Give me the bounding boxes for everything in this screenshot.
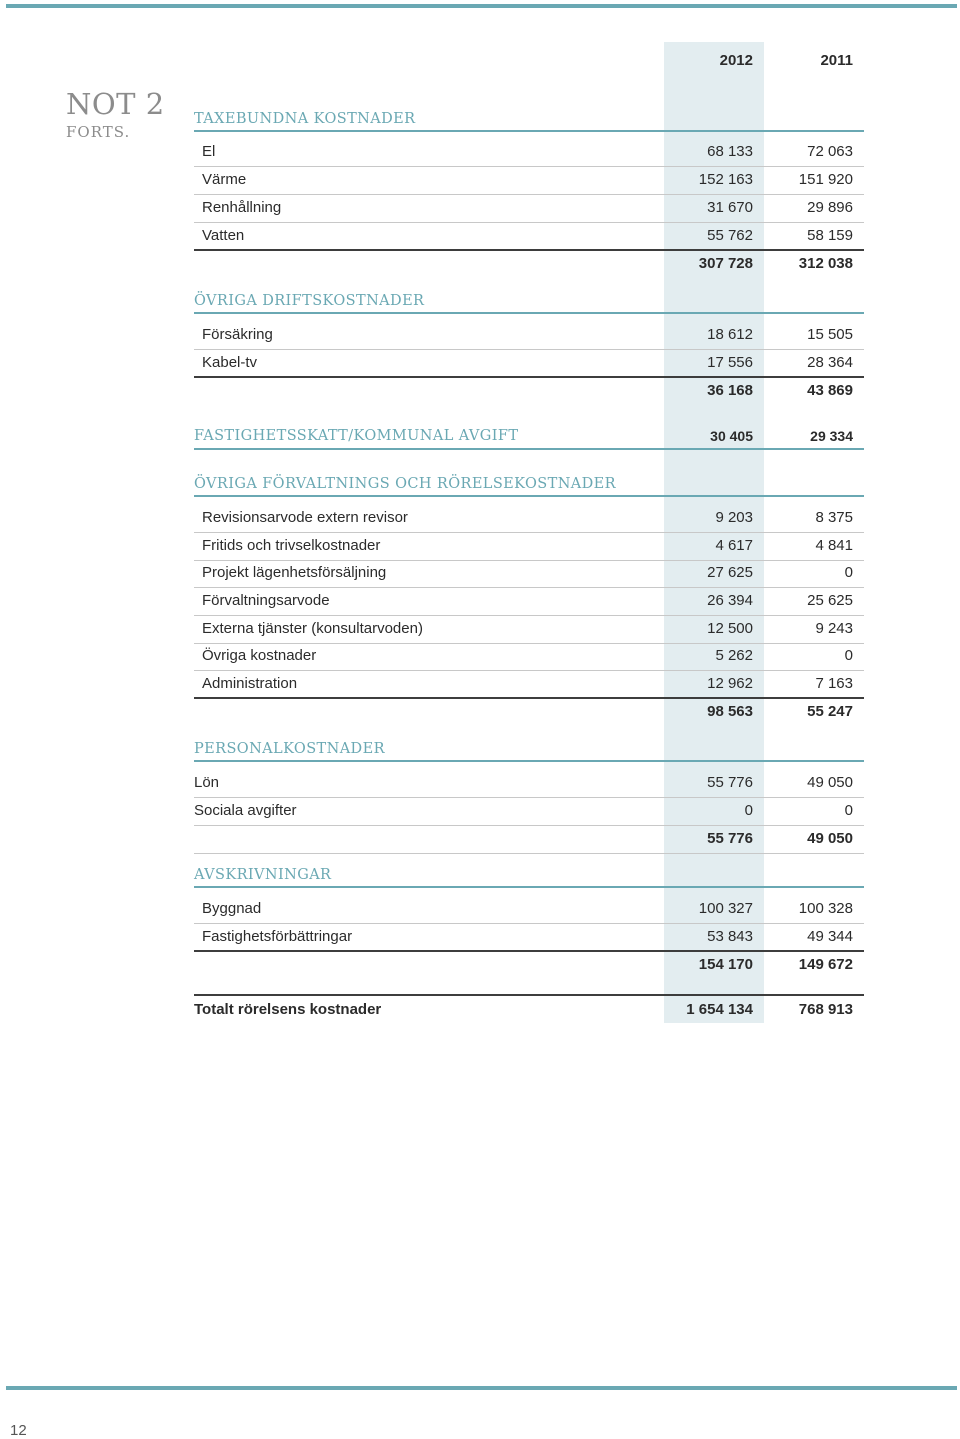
section-rule <box>194 495 864 497</box>
table-row <box>194 798 864 826</box>
value-2011: 9 243 <box>815 620 853 637</box>
row-label: Administration <box>202 675 298 692</box>
value-2011: 151 920 <box>798 171 853 188</box>
value-2012: 5 262 <box>715 647 753 664</box>
table-row <box>194 896 864 924</box>
subtotal-row <box>194 952 864 980</box>
row-label: Försäkring <box>202 326 273 343</box>
table-row <box>194 616 864 644</box>
section-rule <box>194 312 864 314</box>
row-label: Sociala avgifter <box>194 802 297 819</box>
total-2011: 768 913 <box>798 1001 853 1018</box>
row-label: Renhållning <box>202 199 282 216</box>
value-2012: 26 394 <box>707 592 753 609</box>
value-2012: 12 962 <box>707 675 753 692</box>
value-2012: 55 776 <box>707 774 753 791</box>
value-2012: 18 612 <box>707 326 753 343</box>
table-row <box>194 322 864 350</box>
row-label: Projekt lägenhetsförsäljning <box>202 564 387 581</box>
bottom-rule <box>6 1386 957 1390</box>
table-row <box>194 560 864 588</box>
value-2011: 7 163 <box>815 675 853 692</box>
subtotal-2012: 36 168 <box>707 382 753 399</box>
value-2011: 29 896 <box>807 199 853 216</box>
value-2012: 31 670 <box>707 199 753 216</box>
table-row <box>194 139 864 167</box>
value-2011: 0 <box>844 647 853 664</box>
row-label: Kabel-tv <box>202 354 258 371</box>
note-subtitle: FORTS. <box>66 123 131 141</box>
row-label: El <box>202 143 216 160</box>
subtotal-2011: 55 247 <box>807 703 853 720</box>
value-2012: 68 133 <box>707 143 753 160</box>
value-2012: 53 843 <box>707 928 753 945</box>
row-label: Förvaltningsarvode <box>202 592 330 609</box>
section-heading-label: PERSONALKOSTNADER <box>194 741 385 757</box>
value-2011: 58 159 <box>807 227 853 244</box>
section-heading-label: TAXEBUNDNA KOSTNADER <box>194 111 416 127</box>
row-label: Övriga kostnader <box>202 647 317 664</box>
value-2012: 0 <box>744 802 753 819</box>
subtotal-2011: 149 672 <box>798 956 853 973</box>
value-2011: 25 625 <box>807 592 853 609</box>
value-2012: 12 500 <box>707 620 753 637</box>
value-2011: 0 <box>844 802 853 819</box>
table-row <box>194 223 864 251</box>
table-row <box>194 167 864 195</box>
row-label: Revisionsarvode extern revisor <box>202 509 408 526</box>
section-rule <box>194 130 864 132</box>
subtotal-2012: 307 728 <box>698 255 753 272</box>
total-rule <box>194 994 864 996</box>
value-2012: 100 327 <box>698 900 753 917</box>
row-label: Värme <box>202 171 247 188</box>
section-heading-label: AVSKRIVNINGAR <box>194 867 332 883</box>
row-label: Lön <box>194 774 220 791</box>
value-2011: 100 328 <box>798 900 853 917</box>
row-label: Fastighetsförbättringar <box>202 928 353 945</box>
value-2012: 152 163 <box>698 171 753 188</box>
value-2011: 49 050 <box>807 774 853 791</box>
page-number: 12 <box>10 1422 27 1439</box>
table-row <box>194 533 864 561</box>
top-rule <box>6 4 957 8</box>
section-heading-label: ÖVRIGA DRIFTSKOSTNADER <box>194 293 425 309</box>
table-row <box>194 770 864 798</box>
note-title: NOT 2 <box>66 87 165 121</box>
value-2012: 9 203 <box>715 509 753 526</box>
subtotal-2012: 154 170 <box>698 956 753 973</box>
year-header-2011: 2011 <box>820 52 853 69</box>
subtotal-row <box>194 251 864 279</box>
value-2012: 27 625 <box>707 564 753 581</box>
subtotal-row <box>194 826 864 854</box>
row-label: Vatten <box>202 227 245 244</box>
value-2011: 15 505 <box>807 326 853 343</box>
subtotal-2011: 43 869 <box>807 382 853 399</box>
table-row <box>194 350 864 378</box>
section-rule <box>194 448 864 450</box>
total-label: Totalt rörelsens kostnader <box>194 1001 382 1018</box>
subtotal-2011: 312 038 <box>798 255 853 272</box>
year-header-2012: 2012 <box>719 52 753 69</box>
row-label: Byggnad <box>202 900 262 917</box>
table-row <box>194 505 864 533</box>
value-2012: 17 556 <box>707 354 753 371</box>
table-row <box>194 643 864 671</box>
total-2012: 1 654 134 <box>686 1001 753 1018</box>
value-2011: 0 <box>844 564 853 581</box>
section-rule <box>194 760 864 762</box>
value-2011: 4 841 <box>815 537 853 554</box>
value-2011: 72 063 <box>807 143 853 160</box>
table-row <box>194 924 864 952</box>
value-2011: 28 364 <box>807 354 853 371</box>
subtotal-row <box>194 699 864 727</box>
row-label: Externa tjänster (konsultarvoden) <box>202 620 423 637</box>
value-2012: 4 617 <box>715 537 753 554</box>
value-2012: 30 405 <box>710 428 753 444</box>
table-row <box>194 195 864 223</box>
section-heading-label: FASTIGHETSSKATT/KOMMUNAL AVGIFT <box>194 428 519 444</box>
value-2011: 29 334 <box>810 428 853 444</box>
value-2011: 49 344 <box>807 928 853 945</box>
section-heading-label: ÖVRIGA FÖRVALTNINGS OCH RÖRELSEKOSTNADER <box>194 476 616 492</box>
value-2012: 55 762 <box>707 227 753 244</box>
table-row <box>194 588 864 616</box>
subtotal-row <box>194 378 864 406</box>
subtotal-2012: 55 776 <box>707 830 753 847</box>
table-row <box>194 671 864 699</box>
subtotal-2011: 49 050 <box>807 830 853 847</box>
row-label: Fritids och trivselkostnader <box>202 537 381 554</box>
subtotal-2012: 98 563 <box>707 703 753 720</box>
section-rule <box>194 886 864 888</box>
value-2011: 8 375 <box>815 509 853 526</box>
